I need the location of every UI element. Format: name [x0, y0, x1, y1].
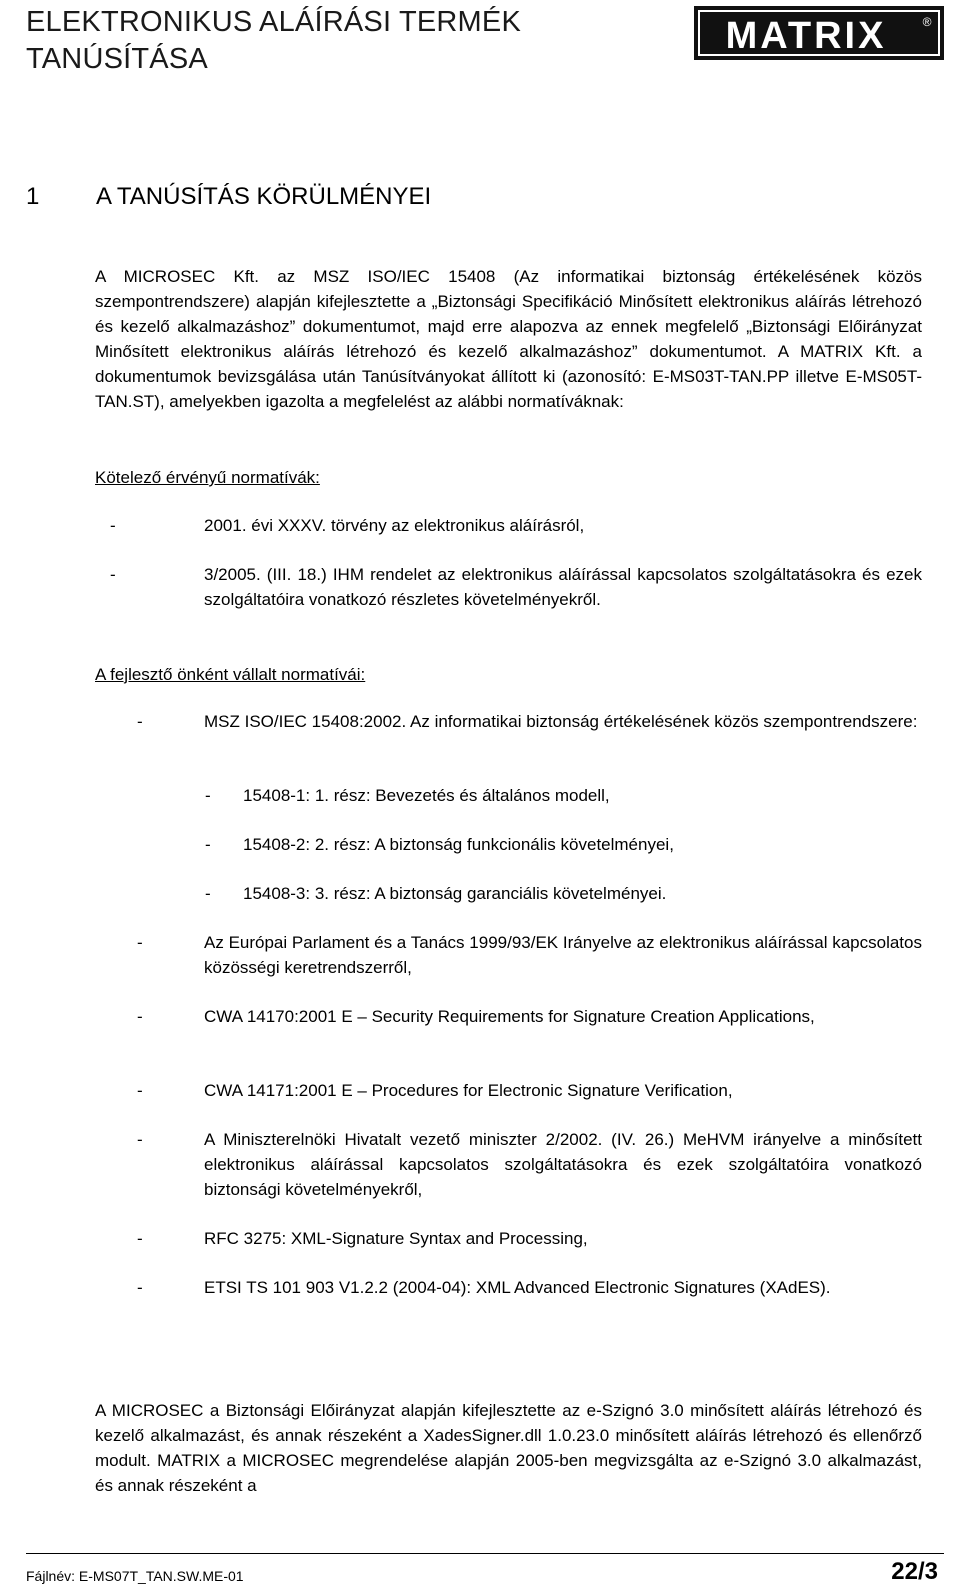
list-item — [137, 1275, 922, 1325]
list-dash: - — [137, 1229, 143, 1248]
list-item-text: ETSI TS 101 903 V1.2.2 (2004-04): XML Advanced Electronic Signatures (XAdES). — [204, 1278, 831, 1297]
section-number: 1 — [26, 183, 40, 210]
list-item — [110, 562, 922, 637]
intro-paragraph: A MICROSEC Kft. az MSZ ISO/IEC 15408 (Az informatikai biztonság értékelésének közös szempontrendszere) alapján kifejlesztette a „Biztonsági Specifikáció Minősített elektronikus aláírás létrehozó és kezelő alkalmazáshoz” dokumentumot, majd erre alapozva az ennek megfelelő „Biztonsági Előirányzat Minősített elektronikus aláírás létrehozó és kezelő alkalmazáshoz” dokumentumot. A MATRIX Kft. a dokumentumok bevizsgálása után Tanúsítványokat állított ki (azonosító: E-MS03T-TAN.PP illetve E-MS05T-TAN.ST), amelyekben igazolta a megfelelést az alábbi normatíváknak: — [95, 267, 922, 411]
matrix-logo — [694, 6, 944, 60]
list-dash: - — [137, 1130, 143, 1149]
list-dash: - — [110, 565, 116, 584]
registered-mark: ® — [922, 15, 932, 29]
list-item — [137, 1078, 922, 1103]
sub-list-item — [205, 832, 922, 857]
sub-list-item — [205, 881, 922, 906]
logo-text: MATRIX — [725, 15, 887, 57]
sub-list-item-text: 15408-3: 3. rész: A biztonság garanciális követelményei. — [243, 884, 667, 903]
list-item-text: CWA 14170:2001 E – Security Requirements for Signature Creation Applications, — [204, 1007, 815, 1026]
list-item-text: RFC 3275: XML-Signature Syntax and Processing, — [204, 1229, 588, 1248]
document-header-title: ELEKTRONIKUS ALÁÍRÁSI TERMÉK TANÚSÍTÁSA — [26, 6, 521, 75]
list-dash: - — [205, 786, 211, 805]
list-item — [137, 930, 922, 980]
footer-divider — [26, 1553, 944, 1554]
list-item — [137, 1127, 922, 1202]
list-dash: - — [137, 1007, 143, 1026]
list-item — [137, 709, 922, 759]
list-item — [137, 1004, 922, 1054]
list-dash: - — [205, 835, 211, 854]
list-item — [137, 1226, 922, 1251]
list-dash: - — [137, 1278, 143, 1297]
list-item-text: Az Európai Parlament és a Tanács 1999/93/EK Irányelve az elektronikus aláírással kapcsolatos közösségi keretrendszerről, — [204, 933, 922, 977]
sub-list-item — [205, 783, 922, 808]
voluntary-heading: A fejlesztő önként vállalt normatívái: — [95, 665, 366, 684]
sub-list-item-text: 15408-2: 2. rész: A biztonság funkcionális követelményei, — [243, 835, 674, 854]
section-title-text: A TANÚSÍTÁS KÖRÜLMÉNYEI — [96, 183, 432, 210]
list-item-text: 3/2005. (III. 18.) IHM rendelet az elektronikus aláírással kapcsolatos szolgáltatásokra és ezek szolgáltatóira vonatkozó részletes követelményekről. — [204, 565, 922, 609]
list-dash: - — [137, 1081, 143, 1100]
list-item — [110, 513, 922, 538]
list-item-text: MSZ ISO/IEC 15408:2002. Az informatikai biztonság értékelésének közös szempontrendszere: — [204, 712, 918, 731]
footer-page-number: 22/3 — [891, 1558, 938, 1585]
list-item-text: 2001. évi XXXV. törvény az elektronikus aláírásról, — [204, 516, 585, 535]
closing-paragraph: A MICROSEC a Biztonsági Előirányzat alapján kifejlesztette az e-Szignó 3.0 minősített aláírás létrehozó és kezelő alkalmazást, és annak részeként a XadesSigner.dll 1.0.23.0 minősített aláírás létrehozó és ellenőrző modult. MATRIX a MICROSEC megrendelése alapján 2005-ben megvizsgálta az e-Szignó 3.0 alkalmazást, és annak részeként a — [95, 1401, 922, 1495]
list-dash: - — [137, 712, 143, 731]
list-item-text: A Miniszterelnöki Hivatalt vezető miniszter 2/2002. (IV. 26.) MeHVM irányelve a minősített elektronikus aláírással kapcsolatos szolgáltatásokra és ezek szolgáltatóira vonatkozó biztonsági követelményekről, — [204, 1130, 922, 1199]
section-title — [26, 183, 431, 211]
list-dash: - — [110, 516, 116, 535]
mandatory-heading: Kötelező érvényű normatívák: — [95, 468, 320, 487]
list-dash: - — [205, 884, 211, 903]
sub-list-item-text: 15408-1: 1. rész: Bevezetés és általános modell, — [243, 786, 610, 805]
footer-filename: Fájlnév: E-MS07T_TAN.SW.ME-01 — [26, 1568, 244, 1584]
list-item-text: CWA 14171:2001 E – Procedures for Electronic Signature Verification, — [204, 1081, 733, 1100]
list-dash: - — [137, 933, 143, 952]
